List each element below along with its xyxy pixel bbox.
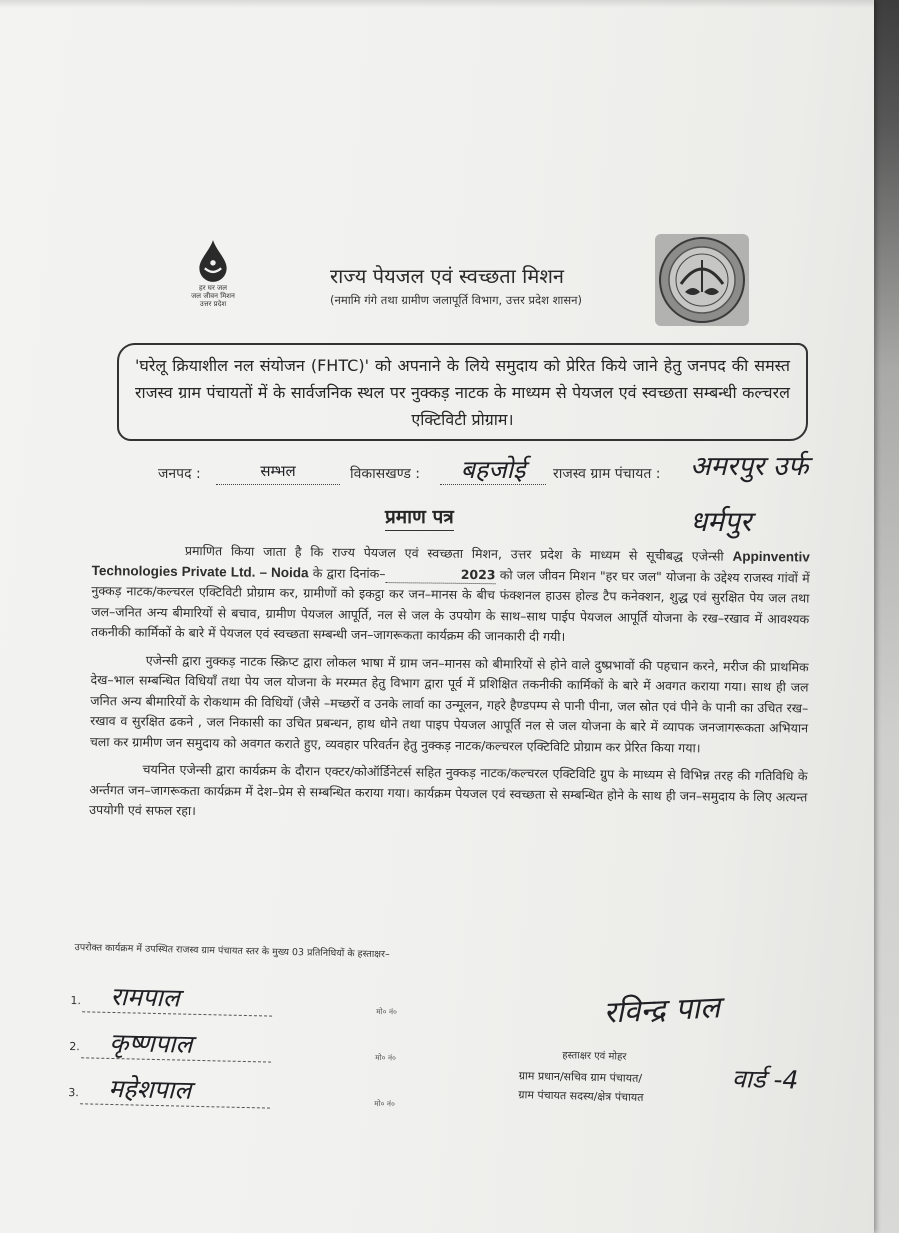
paragraph-1-rest: को जल जीवन मिशन "हर घर जल" योजना के उद्देश्य राजस्व गांवों में नुक्कड़ नाटक/कल्चरल एक्टिविटी प्रोग्राम कर, ग्रामीणों को इकट्ठा कर जन–मानस के बीच फंक्शनल हाउस होल्ड टैप कनेक्शन, शुद्ध एवं सुरक्षित पेय जल तथा जल–जनित अन्य बीमारियों से बचाव, ग्रामीण पेयजल आपूर्ति, नल से जल के उपयोग के साथ–साथ पाईप पेयजल आपूर्ति योजना के रख–रखाव में आवश्यक तकनीकी कार्मिकों के बारे में पेयजल एवं स्वच्छता सम्बन्धी जन–जागरूकता कार्यक्रम की जानकारी दी गयी। [90, 566, 810, 644]
janpad-label: जनपद : [158, 466, 201, 482]
representative-row [66, 1072, 467, 1121]
representative-mobile-label: मो० नं० [375, 1052, 397, 1063]
jal-jeevan-mission-logo [178, 238, 248, 308]
mission-subtitle: (नमामि गंगे तथा ग्रामीण जलापूर्ति विभाग, उत्तर प्रदेश शासन) [329, 293, 583, 307]
gram-panchayat-value-line-2: धर्मपुर [690, 505, 752, 538]
ward-number: वार्ड -4 [731, 1064, 799, 1095]
government-seal [655, 234, 749, 326]
representatives-label: उपरोक्त कार्यक्रम में उपस्थित राजस्व ग्राम पंचायत स्तर के मुख्य 03 प्रतिनिधियों के हस्ताक्षर– [74, 942, 390, 961]
water-drop-dot [210, 260, 215, 265]
water-drop-logo-icon [193, 238, 233, 284]
signatory-role-line-2: ग्राम पंचायत सदस्य/क्षेत्र पंचायत [518, 1088, 644, 1105]
date-field [385, 566, 495, 584]
certificate-paragraph-1 [91, 540, 810, 650]
block-value: बहजोई [460, 455, 526, 484]
gram-panchayat-value-line-1: अमरपुर उर्फ [690, 451, 809, 482]
logo-text-line-2: जल जीवन मिशन [191, 292, 235, 300]
signature-caption: हस्ताक्षर एवं मोहर [562, 1050, 627, 1063]
date-year: 2023 [460, 566, 496, 582]
block-label: विकासखण्ड : [350, 466, 421, 482]
representative-number: 3. [68, 1086, 79, 1100]
date-prefix: के द्वारा दिनांक– [312, 564, 386, 581]
state-emblem-seal-icon [655, 234, 749, 326]
representative-row [68, 980, 469, 1029]
certificate-body [89, 540, 810, 835]
representative-name: कृष्णपाल [109, 1027, 193, 1059]
representative-signature-line [80, 1072, 271, 1108]
representative-mobile-label: मो० नं० [374, 1098, 396, 1109]
representative-name: रामपाल [110, 981, 181, 1013]
paper-edge-shadow [0, 0, 874, 8]
paragraph-1-intro: प्रमाणित किया जाता है कि राज्य पेयजल एवं स्वच्छता मिशन, उत्तर प्रदेश के माध्यम से सूचीबद्ध एजेन्सी [184, 542, 724, 564]
certificate-heading: प्रमाण पत्र [385, 503, 454, 531]
certificate-paragraph-2: एजेन्सी द्वारा नुक्कड़ नाटक स्क्रिप्ट द्वारा लोकल भाषा में ग्राम जन–मानस को बीमारियों से होने वाले दुष्प्रभावों की पहचान करने, मरीज की प्राथमिक देख–भाल सम्बन्धित विधियाँ तथा पेय जल योजना के मरम्मत हेतु विभाग द्वारा पूर्व में प्रशिक्षित तकनीकी कार्मिकों के बारे में अवगत कराया गया। साथ ही जल जनित अन्य बीमारियों के रोकथाम की विधियों (जैसे –मच्छरों व उनके लार्वा का उन्मूलन, गहरे हैण्डपम्प से पानी पीना, जल स्रोत एवं पीने के पानी का उचित रख–रखाव व सुरक्षित ढकने , जल निकासी का उचित प्रबन्धन, हाथ धोने तथा पाइप पेयजल आपूर्ति नल से जल योजना के बारे में व्यापक जनजागरूकता अभियान चला कर ग्रामीण जन समुदाय को अवगत कराते हुए, व्यवहार परिवर्तन हेतु नुक्कड़ नाटक/कल्चरल एक्टिविटि प्रोग्राम कर प्रेरित किया गया। [89, 652, 809, 755]
representative-number: 1. [70, 994, 82, 1008]
gram-panchayat-label: राजस्व ग्राम पंचायत : [553, 466, 661, 482]
janpad-field [216, 461, 340, 485]
signatory-signature: रविन्द्र पाल [602, 990, 721, 1031]
certificate-paragraph-3: चयनित एजेन्सी द्वारा कार्यक्रम के दौरान एक्टर/कोऑर्डिनेटर्स सहित नुक्कड़ नाटक/कल्चरल एक्टिविटि ग्रुप के माध्यम से विभिन्न तरह की गतिविधि के अर्न्तगत जन–जागरूकता कार्यक्रम में देश–प्रेम से सम्बन्धित कराया गया। कार्यक्रम पेयजल एवं स्वच्छता से सम्बन्धित होने के साथ ही जन–समुदाय के लिए अत्यन्त उपयोगी एवं सफल रहा। [89, 761, 808, 819]
signatory-role-line-1: ग्राम प्रधान/सचिव ग्राम पंचायत/ [518, 1069, 643, 1086]
logo-text-line-1: हर घर जल [199, 284, 227, 292]
scheme-title-box: 'घरेलू क्रियाशील नल संयोजन (FHTC)' को अपनाने के लिये समुदाय को प्रेरित किये जाने हेतु जनपद की समस्त राजस्व ग्राम पंचायतों में के सार्वजनिक स्थल पर नुक्कड़ नाटक के माध्यम से पेयजल एवं स्वच्छता सम्बन्धी कल्चरल एक्टिविटी प्रोग्राम। [117, 343, 808, 441]
representative-signature-line [81, 1026, 272, 1062]
representative-row [67, 1026, 468, 1075]
representative-signature-line [82, 980, 273, 1016]
representative-number: 2. [69, 1040, 81, 1054]
agency-name: Appinventiv Technologies Private Ltd. – Noida [91, 548, 810, 580]
signatures-section [66, 930, 850, 1133]
block-field [440, 452, 546, 485]
representative-mobile-label: मो० नं० [376, 1006, 398, 1017]
janpad-value: सम्भल [260, 462, 296, 480]
representative-name: महेशपाल [108, 1073, 192, 1105]
logo-text-line-3: उत्तर प्रदेश [199, 300, 227, 308]
mission-title: राज्य पेयजल एवं स्वच्छता मिशन [329, 264, 565, 288]
